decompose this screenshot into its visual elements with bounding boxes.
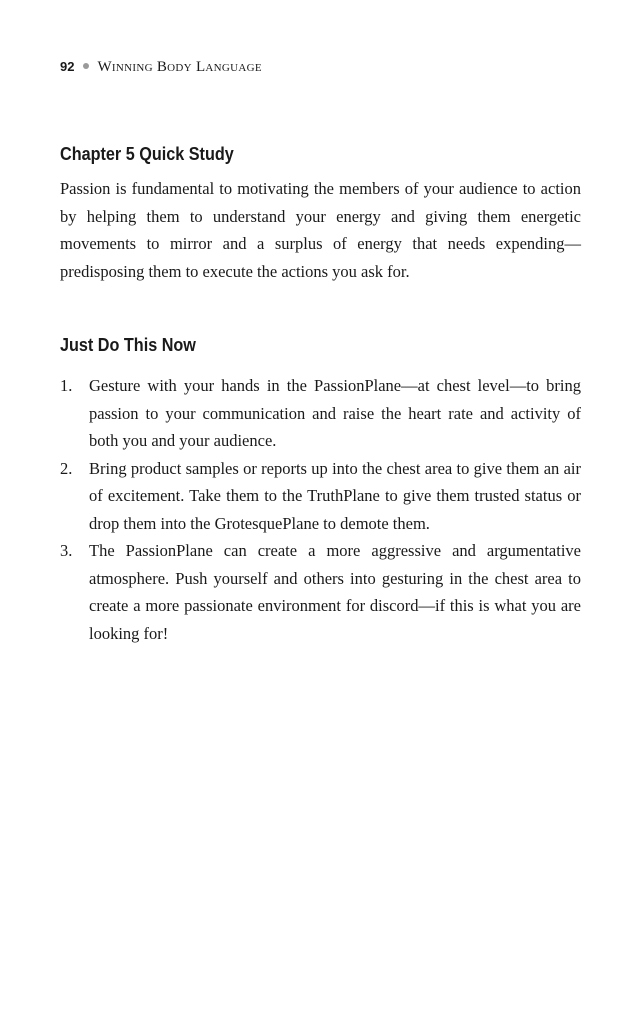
list-item-number: 1. — [60, 376, 73, 395]
page-number: 92 — [60, 59, 75, 74]
separator-bullet-icon — [83, 63, 89, 69]
list-item-text: The PassionPlane can create a more aggressive and argumentative atmosphere. Push yourself and others into gesturing in the chest area to create a more passionate environment for discord—if this is what you are looking for! — [89, 541, 581, 643]
list-item — [60, 455, 581, 538]
list-item-number: 3. — [60, 541, 73, 560]
list-item-number: 2. — [60, 458, 73, 478]
running-head — [60, 58, 262, 77]
chapter-quick-study-heading: Chapter 5 Quick Study — [60, 144, 234, 164]
just-do-this-now-heading: Just Do This Now — [60, 335, 196, 355]
list-item-text: Bring product samples or reports up into the chest area to give them an air of excitement. Take them to the TruthPlane to give them trusted status or drop them into the GrotesquePlane to demote them. — [89, 458, 581, 533]
action-list — [60, 372, 581, 647]
book-title: Winning Body Language — [97, 59, 262, 75]
quick-study-paragraph: Passion is fundamental to motivating the members of your audience to action by helping them to understand your energy and giving them energetic movements to mirror and a surplus of energy that needs expending—predisposing them to execute the actions you ask for. — [60, 179, 581, 281]
list-item — [60, 372, 581, 455]
list-item — [60, 537, 581, 647]
list-item-text: Gesture with your hands in the PassionPlane—at chest level—to bring passion to your communication and raise the heart rate and activity of both you and your audience. — [89, 376, 581, 450]
